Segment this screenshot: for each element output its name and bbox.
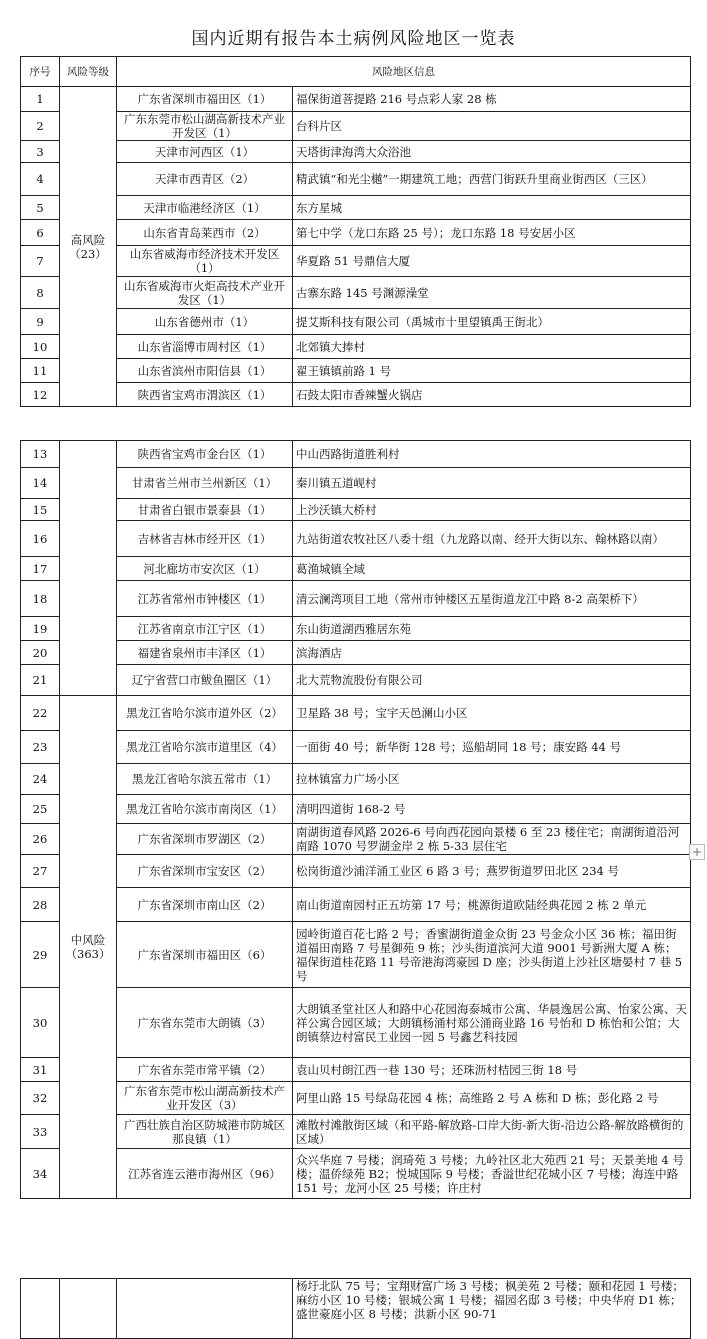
- table-row: [21, 696, 691, 731]
- area-info: 南湖街道春风路 2026-6 号向西花园向景楼 6 至 23 楼住宅；南湖街道沿河南路 1070 号罗湖金岸 2 栋 5-33 层住宅: [293, 824, 691, 855]
- add-icon[interactable]: +: [689, 844, 705, 860]
- table-row: [21, 581, 691, 617]
- area-name: 甘肃省兰州市兰州新区（1）: [117, 468, 293, 499]
- row-number: 14: [21, 468, 60, 499]
- area-name: 广西壮族自治区防城港市防城区那良镇（1）: [117, 1115, 293, 1149]
- row-number: 26: [21, 824, 60, 855]
- table-row: [21, 441, 691, 468]
- area-name: 山东省青岛莱西市（2）: [117, 220, 293, 246]
- row-number: 34: [21, 1149, 60, 1199]
- area-info: 翟王镇镇前路 1 号: [293, 359, 691, 383]
- area-name: 广东省深圳市南山区（2）: [117, 888, 293, 922]
- area-info: 松岗街道沙浦洋涌工业区 6 路 3 号；燕罗街道罗田北区 234 号: [293, 855, 691, 888]
- table-row: [21, 855, 691, 888]
- area-info: 阿里山路 15 号绿岛花园 4 栋；高维路 2 号 A 栋和 D 栋；彭化路 2 号: [293, 1082, 691, 1115]
- table-row: [21, 87, 691, 112]
- row-number: 24: [21, 764, 60, 795]
- area-info: 众兴华庭 7 号楼；润琦苑 3 号楼；九岭社区北大苑西 21 号；天景美地 4 号楼；温侨绿苑 B2；悦城国际 9 号楼；香溢世纪花城小区 7 号楼；海连中路 151 号；龙河小区 25 号楼；许庄村: [293, 1149, 691, 1199]
- table-row: [21, 309, 691, 335]
- area-name: 山东省滨州市阳信县（1）: [117, 359, 293, 383]
- area-info: 台科片区: [293, 112, 691, 141]
- row-number: 5: [21, 196, 60, 220]
- row-number: 13: [21, 441, 60, 468]
- area-info: 提艾斯科技有限公司（禹城市十里望镇禹王街北）: [293, 309, 691, 335]
- area-info: 清明四道街 168-2 号: [293, 795, 691, 824]
- risk-table-part-3: [20, 1278, 691, 1339]
- row-number: 22: [21, 696, 60, 731]
- table-row: [21, 1279, 691, 1339]
- row-number: 1: [21, 87, 60, 112]
- area-name: 广东省东莞市常平镇（2）: [117, 1058, 293, 1082]
- row-number: 6: [21, 220, 60, 246]
- table-row: [21, 1082, 691, 1115]
- area-name: 天津市西青区（2）: [117, 163, 293, 196]
- row-number: 30: [21, 988, 60, 1058]
- table-row: [21, 557, 691, 581]
- row-number: 18: [21, 581, 60, 617]
- row-number: 20: [21, 641, 60, 665]
- risk-table-part-2: [20, 440, 691, 1199]
- header-level: 风险等级: [60, 57, 117, 87]
- table-row: [21, 1058, 691, 1082]
- area-name: 天津市河西区（1）: [117, 141, 293, 163]
- table-row: [21, 246, 691, 277]
- table-row: [21, 499, 691, 521]
- table-row: [21, 641, 691, 665]
- row-number: 23: [21, 731, 60, 764]
- area-name: 江苏省南京市江宁区（1）: [117, 617, 293, 641]
- row-number: 28: [21, 888, 60, 922]
- area-name: 山东省威海市火炬高技术产业开发区（1）: [117, 277, 293, 309]
- area-info: 中山西路街道胜利村: [293, 441, 691, 468]
- table-row: [21, 163, 691, 196]
- area-info: 杨圩北队 75 号；宝翔财富广场 3 号楼；枫美苑 2 号楼；颐和花园 1 号楼；麻纺小区 10 号楼；银城公寓 1 号楼；福园名邸 3 号楼；中央华府 D1 栋；盛世豪庭小区 8 号楼；洪新小区 90-71: [293, 1279, 691, 1339]
- area-name: 广东东莞市松山湖高新技术产业开发区（1）: [117, 112, 293, 141]
- area-info: 华夏路 51 号鼎信大厦: [293, 246, 691, 277]
- area-info: 滩散村滩散街区域（和平路-解放路-口岸大街-新大街-沿边公路-解放路横街的区域）: [293, 1115, 691, 1149]
- area-name: 陕西省宝鸡市金台区（1）: [117, 441, 293, 468]
- table-row: [21, 665, 691, 696]
- risk-level: [60, 441, 117, 696]
- area-info: 秦川镇五道岘村: [293, 468, 691, 499]
- area-info: 北大荒物流股份有限公司: [293, 665, 691, 696]
- row-number: 3: [21, 141, 60, 163]
- row-number: 25: [21, 795, 60, 824]
- area-info: 拉林镇富力广场小区: [293, 764, 691, 795]
- row-number: 17: [21, 557, 60, 581]
- area-info: 古寨东路 145 号渊源澡堂: [293, 277, 691, 309]
- table-row: [21, 988, 691, 1058]
- table-row: [21, 335, 691, 359]
- table-row: [21, 468, 691, 499]
- table-row: [21, 359, 691, 383]
- row-number: 8: [21, 277, 60, 309]
- area-info: 滨海酒店: [293, 641, 691, 665]
- table-row: [21, 764, 691, 795]
- area-name: 山东省德州市（1）: [117, 309, 293, 335]
- row-number: 12: [21, 383, 60, 407]
- area-name: 广东省深圳市罗湖区（2）: [117, 824, 293, 855]
- row-number: 10: [21, 335, 60, 359]
- area-name: 广东省深圳市宝安区（2）: [117, 855, 293, 888]
- area-info: 第七中学（龙口东路 25 号）；龙口东路 18 号安居小区: [293, 220, 691, 246]
- area-name: 广东省深圳市福田区（1）: [117, 87, 293, 112]
- document-title: 国内近期有报告本土病例风险地区一览表: [191, 29, 516, 49]
- area-name: 黑龙江省哈尔滨市南岗区（1）: [117, 795, 293, 824]
- header-no: 序号: [21, 57, 60, 87]
- area-name: 广东省东莞市松山湖高新技术产业开发区（3）: [117, 1082, 293, 1115]
- area-info: 东山街道湖西雅居东苑: [293, 617, 691, 641]
- area-name: 江苏省常州市钟楼区（1）: [117, 581, 293, 617]
- area-name: 江苏省连云港市海州区（96）: [117, 1149, 293, 1199]
- row-number: 33: [21, 1115, 60, 1149]
- area-info: 天塔街津海湾大众浴池: [293, 141, 691, 163]
- row-number: 19: [21, 617, 60, 641]
- area-name: 甘肃省白银市景泰县（1）: [117, 499, 293, 521]
- row-number: 4: [21, 163, 60, 196]
- table-row: [21, 383, 691, 407]
- area-info: 南山街道南园村正五坊第 17 号；桃源街道欧陆经典花园 2 栋 2 单元: [293, 888, 691, 922]
- risk-level: 中风险（363）: [60, 696, 117, 1199]
- table-row: [21, 1115, 691, 1149]
- area-info: 园岭街道百花七路 2 号；香蜜湖街道金众街 23 号金众小区 36 栋；福田街道福田南路 7 号星御苑 9 栋；沙头街道滨河大道 9001 号新洲大厦 A 栋；福保街道桂花路 11 号帝港海湾豪园 D 座；沙头街道上沙社区塘晏村 7 巷 5 号: [293, 922, 691, 988]
- row-number: 31: [21, 1058, 60, 1082]
- area-name: 山东省威海市经济技术开发区（1）: [117, 246, 293, 277]
- area-name: 福建省泉州市丰泽区（1）: [117, 641, 293, 665]
- area-info: 一面街 40 号；新华街 128 号；巡船胡同 18 号；康安路 44 号: [293, 731, 691, 764]
- area-info: 福保街道菩提路 216 号点彩人家 28 栋: [293, 87, 691, 112]
- area-name: 陕西省宝鸡市渭滨区（1）: [117, 383, 293, 407]
- area-info: 大朗镇圣堂社区人和路中心花园海泰城市公寓、华晨逸居公寓、怡家公寓、天祥公寓合园区域；大朗镇杨涌村郑公涌商业路 16 号怡和 D 栋怡和公馆；大朗镇蔡边村富民工业园一园 5 号鑫艺科技园: [293, 988, 691, 1058]
- table-row: [21, 824, 691, 855]
- table-row: [21, 521, 691, 557]
- row-number: 9: [21, 309, 60, 335]
- area-info: 北郊镇大捧村: [293, 335, 691, 359]
- area-name: 广东省东莞市大朗镇（3）: [117, 988, 293, 1058]
- row-number: 32: [21, 1082, 60, 1115]
- area-info: 九站街道农牧社区八委十组（九龙路以南、经开大街以东、翰林路以南）: [293, 521, 691, 557]
- table-row: [21, 731, 691, 764]
- area-info: 清云澜湾项目工地（常州市钟楼区五星街道龙江中路 8-2 高架桥下）: [293, 581, 691, 617]
- area-info: 上沙沃镇大桥村: [293, 499, 691, 521]
- area-info: 葛渔城镇全域: [293, 557, 691, 581]
- area-name: 吉林省吉林市经开区（1）: [117, 521, 293, 557]
- area-name: 山东省淄博市周村区（1）: [117, 335, 293, 359]
- row-number: 16: [21, 521, 60, 557]
- area-info: 石鼓太阳市香辣蟹火锅店: [293, 383, 691, 407]
- area-name: 广东省深圳市福田区（6）: [117, 922, 293, 988]
- area-info: 卫星路 38 号；宝宇天邑澜山小区: [293, 696, 691, 731]
- header-info: 风险地区信息: [117, 57, 691, 87]
- row-number: 2: [21, 112, 60, 141]
- table-row: [21, 196, 691, 220]
- row-number: 11: [21, 359, 60, 383]
- area-name: 天津市临港经济区（1）: [117, 196, 293, 220]
- area-name: 黑龙江省哈尔滨市道里区（4）: [117, 731, 293, 764]
- row-number: 27: [21, 855, 60, 888]
- area-info: 精武镇“和光尘樾”一期建筑工地；西营门街跃升里商业街西区（三区）: [293, 163, 691, 196]
- table-row: [21, 112, 691, 141]
- area-info: 袁山贝村朗江西一巷 130 号；还珠沥村桔园三街 18 号: [293, 1058, 691, 1082]
- row-number: [21, 1279, 60, 1339]
- area-name: 辽宁省营口市鲅鱼圈区（1）: [117, 665, 293, 696]
- area-name: [117, 1279, 293, 1339]
- row-number: 7: [21, 246, 60, 277]
- risk-level: 高风险（23）: [60, 87, 117, 407]
- risk-table-part-1: [20, 56, 691, 407]
- table-row: [21, 277, 691, 309]
- area-name: 黑龙江省哈尔滨五常市（1）: [117, 764, 293, 795]
- area-name: 河北廊坊市安次区（1）: [117, 557, 293, 581]
- table-row: [21, 1149, 691, 1199]
- risk-level: [60, 1279, 117, 1339]
- row-number: 15: [21, 499, 60, 521]
- table-row: [21, 795, 691, 824]
- area-info: 东方星城: [293, 196, 691, 220]
- table-row: [21, 220, 691, 246]
- table-row: [21, 922, 691, 988]
- table-row: [21, 888, 691, 922]
- row-number: 29: [21, 922, 60, 988]
- table-row: [21, 617, 691, 641]
- table-header: [21, 57, 691, 87]
- row-number: 21: [21, 665, 60, 696]
- table-row: [21, 141, 691, 163]
- area-name: 黑龙江省哈尔滨市道外区（2）: [117, 696, 293, 731]
